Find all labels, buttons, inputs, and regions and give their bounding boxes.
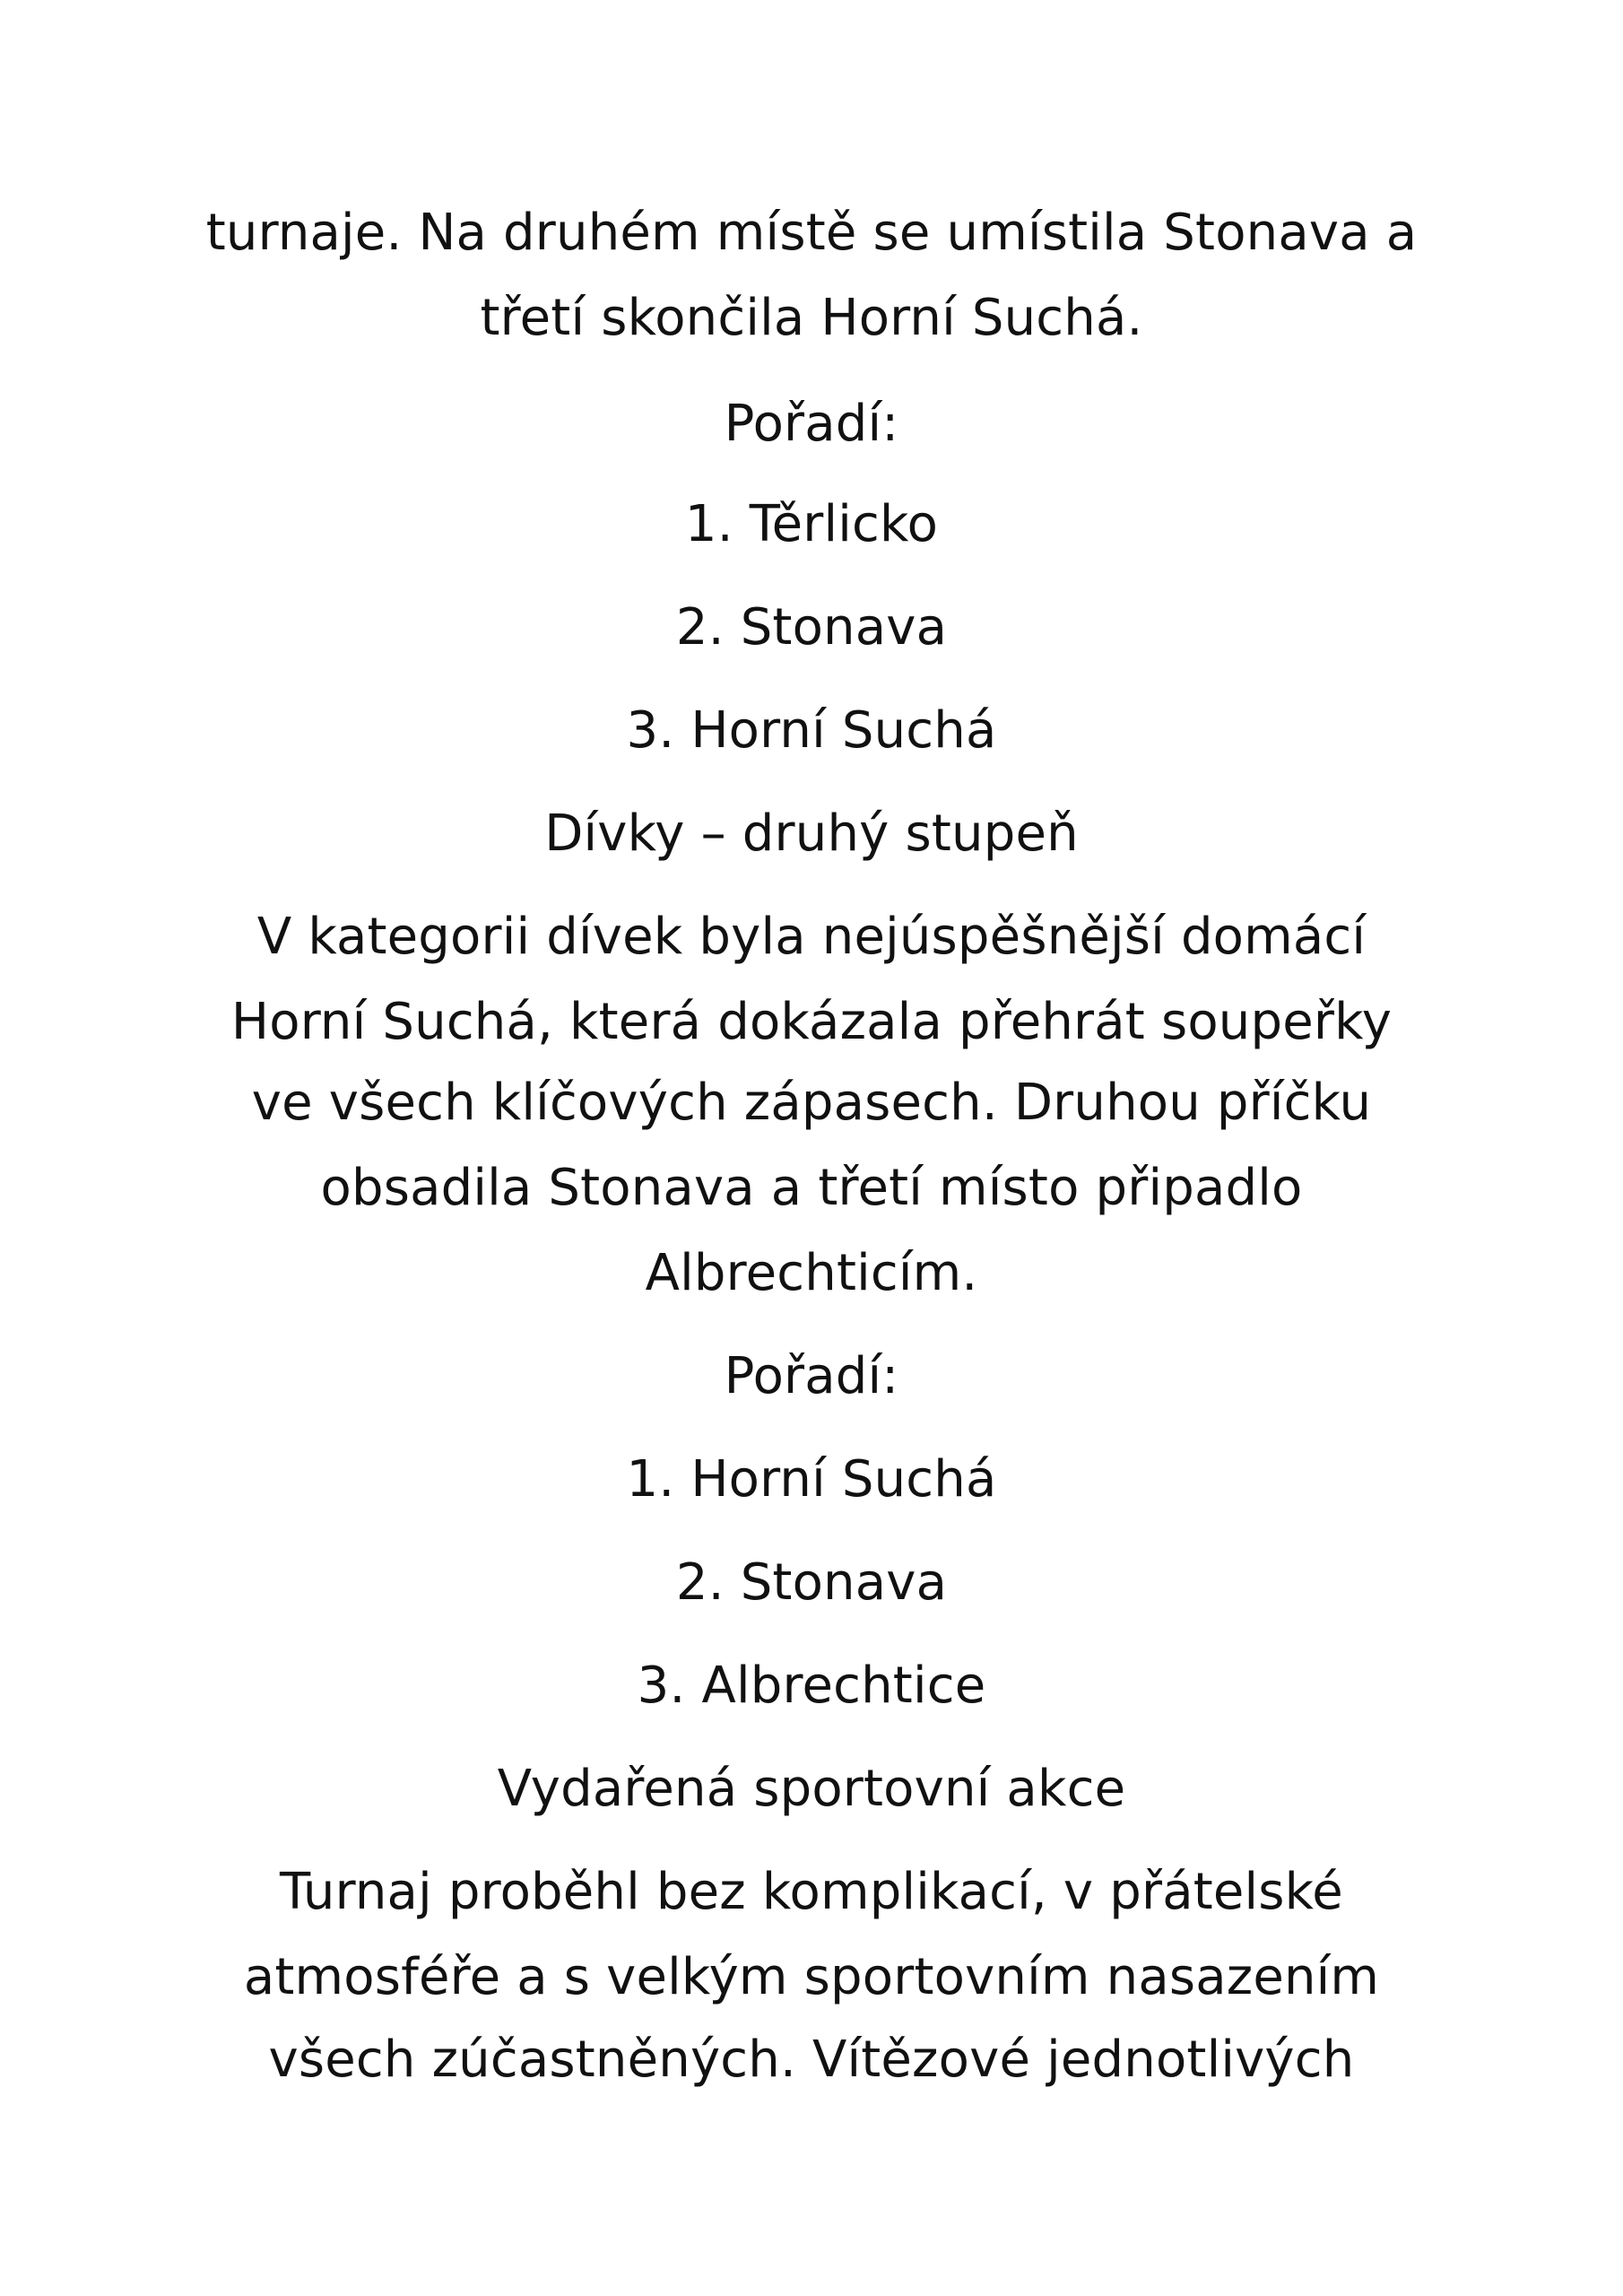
- paragraph-3-line-2: atmosféře a s velkým sportovním nasazením: [243, 1948, 1380, 2006]
- paragraph-2-line-1: V kategorii dívek byla nejúspěšnější domácí: [256, 908, 1367, 966]
- ranking-2-item-2: 2. Stonava: [675, 1553, 948, 1612]
- section-2-heading: Dívky – druhý stupeň: [544, 804, 1079, 863]
- ranking-2-item-3: 3. Albrechtice: [637, 1657, 986, 1715]
- paragraph-2-line-3: ve všech klíčových zápasech. Druhou příčku: [251, 1074, 1372, 1132]
- section-3-heading: Vydařená sportovní akce: [497, 1760, 1126, 1818]
- paragraph-1-line-2: třetí skončila Horní Suchá.: [480, 289, 1143, 347]
- ranking-1-heading: Pořadí:: [724, 395, 899, 453]
- ranking-1-item-1: 1. Těrlicko: [684, 495, 939, 553]
- paragraph-2-line-5: Albrechticím.: [645, 1244, 978, 1302]
- ranking-1-item-2: 2. Stonava: [675, 598, 948, 657]
- paragraph-2-line-2: Horní Suchá, která dokázala přehrát soupeřky: [230, 993, 1393, 1051]
- paragraph-1-line-1: turnaje. Na druhém místě se umístila Stonava a: [205, 204, 1418, 262]
- paragraph-3-line-1: Turnaj proběhl bez komplikací, v přátelské: [280, 1863, 1343, 1921]
- paragraph-3-line-3: všech zúčastněných. Vítězové jednotlivých: [268, 2031, 1355, 2089]
- ranking-1-item-3: 3. Horní Suchá: [626, 701, 997, 760]
- ranking-2-item-1: 1. Horní Suchá: [626, 1450, 997, 1509]
- ranking-2-heading: Pořadí:: [724, 1347, 899, 1405]
- paragraph-2-line-4: obsadila Stonava a třetí místo připadlo: [320, 1159, 1303, 1217]
